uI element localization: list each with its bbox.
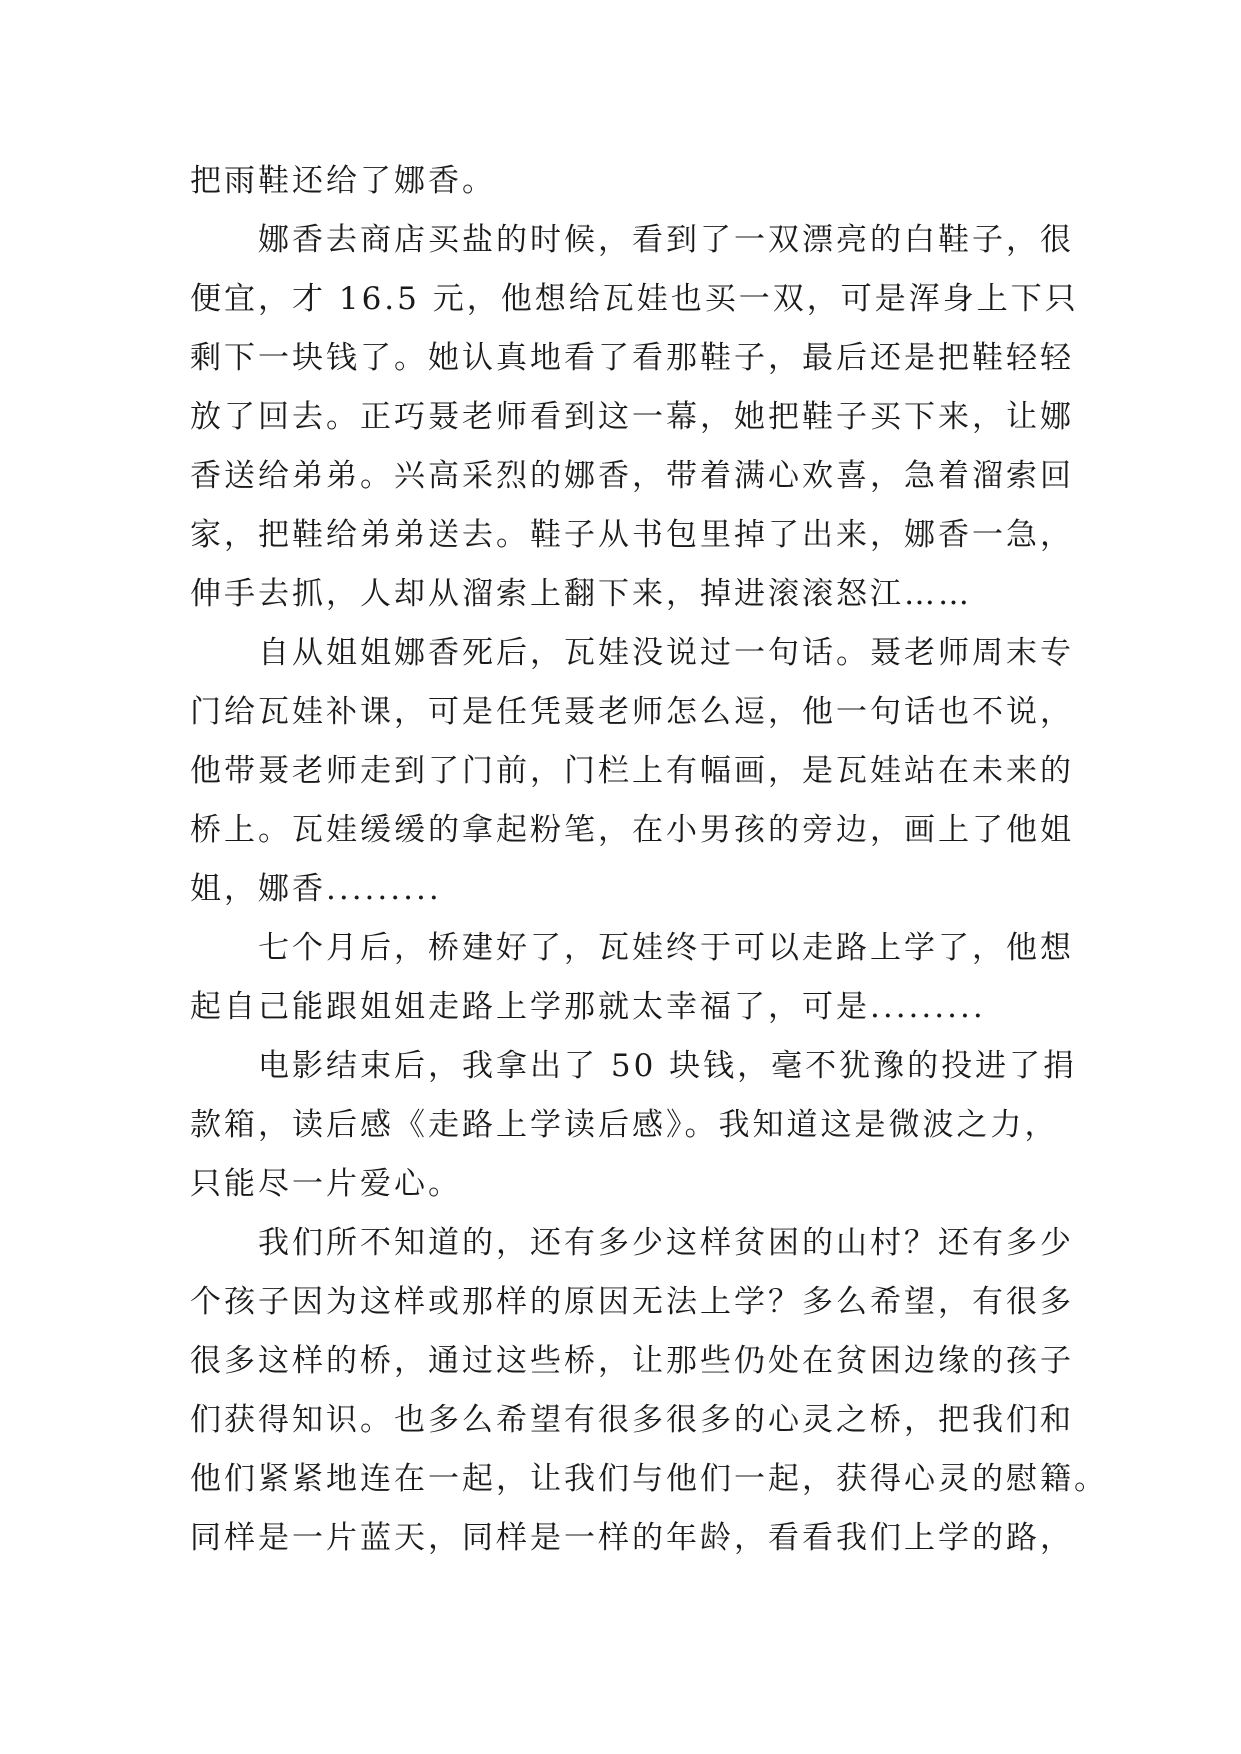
text-line: 便宜，才 16.5 元，他想给瓦娃也买一双，可是浑身上下只 bbox=[190, 281, 1079, 317]
paragraph bbox=[190, 919, 1074, 1037]
text-line: 香送给弟弟。兴高采烈的娜香，带着满心欢喜，急着溜索回 bbox=[190, 458, 1074, 494]
text-line: 款箱，读后感《走路上学读后感》。我知道这是微波之力， bbox=[190, 1107, 1059, 1143]
text-line: 把雨鞋还给了娜香。 bbox=[190, 163, 496, 199]
text-line: 放了回去。正巧聂老师看到这一幕，她把鞋子买下来，让娜 bbox=[190, 399, 1074, 435]
text-line: 娜香去商店买盐的时候，看到了一双漂亮的白鞋子，很 bbox=[258, 222, 1074, 258]
text-line: 们获得知识。也多么希望有很多很多的心灵之桥，把我们和 bbox=[190, 1402, 1074, 1438]
text-line: 同样是一片蓝天，同样是一样的年龄，看看我们上学的路， bbox=[190, 1520, 1074, 1556]
text-line: 桥上。瓦娃缓缓的拿起粉笔，在小男孩的旁边，画上了他姐 bbox=[190, 812, 1074, 848]
text-line: 我们所不知道的，还有多少这样贫困的山村？还有多少 bbox=[258, 1225, 1074, 1261]
text-line: 他们紧紧地连在一起，让我们与他们一起，获得心灵的慰籍。 bbox=[190, 1461, 1108, 1497]
text-line: 门给瓦娃补课，可是任凭聂老师怎么逗，他一句话也不说， bbox=[190, 694, 1074, 730]
text-line: 个孩子因为这样或那样的原因无法上学？多么希望，有很多 bbox=[190, 1284, 1074, 1320]
text-line: 剩下一块钱了。她认真地看了看那鞋子，最后还是把鞋轻轻 bbox=[190, 340, 1074, 376]
document-body bbox=[190, 152, 1108, 1568]
text-line: 电影结束后，我拿出了 50 块钱，毫不犹豫的投进了捐 bbox=[258, 1048, 1078, 1084]
text-line: 伸手去抓，人却从溜索上翻下来，掉进滚滚怒江…… bbox=[190, 576, 972, 612]
text-line: 家，把鞋给弟弟送去。鞋子从书包里掉了出来，娜香一急， bbox=[190, 517, 1074, 553]
paragraph bbox=[190, 211, 1079, 624]
text-line: 只能尽一片爱心。 bbox=[190, 1166, 462, 1202]
text-line: 很多这样的桥，通过这些桥，让那些仍处在贫困边缘的孩子 bbox=[190, 1343, 1074, 1379]
text-line: 他带聂老师走到了门前，门栏上有幅画，是瓦娃站在未来的 bbox=[190, 753, 1074, 789]
text-line: 七个月后，桥建好了，瓦娃终于可以走路上学了，他想 bbox=[258, 930, 1074, 966]
paragraph bbox=[190, 624, 1074, 919]
paragraph bbox=[190, 1214, 1108, 1568]
paragraph bbox=[190, 152, 1070, 211]
paragraph bbox=[190, 1037, 1078, 1214]
text-line: 起自己能跟姐姐走路上学那就太幸福了，可是......... bbox=[190, 989, 986, 1025]
text-line: 自从姐姐娜香死后，瓦娃没说过一句话。聂老师周末专 bbox=[258, 635, 1074, 671]
text-line: 姐，娜香......... bbox=[190, 871, 442, 907]
